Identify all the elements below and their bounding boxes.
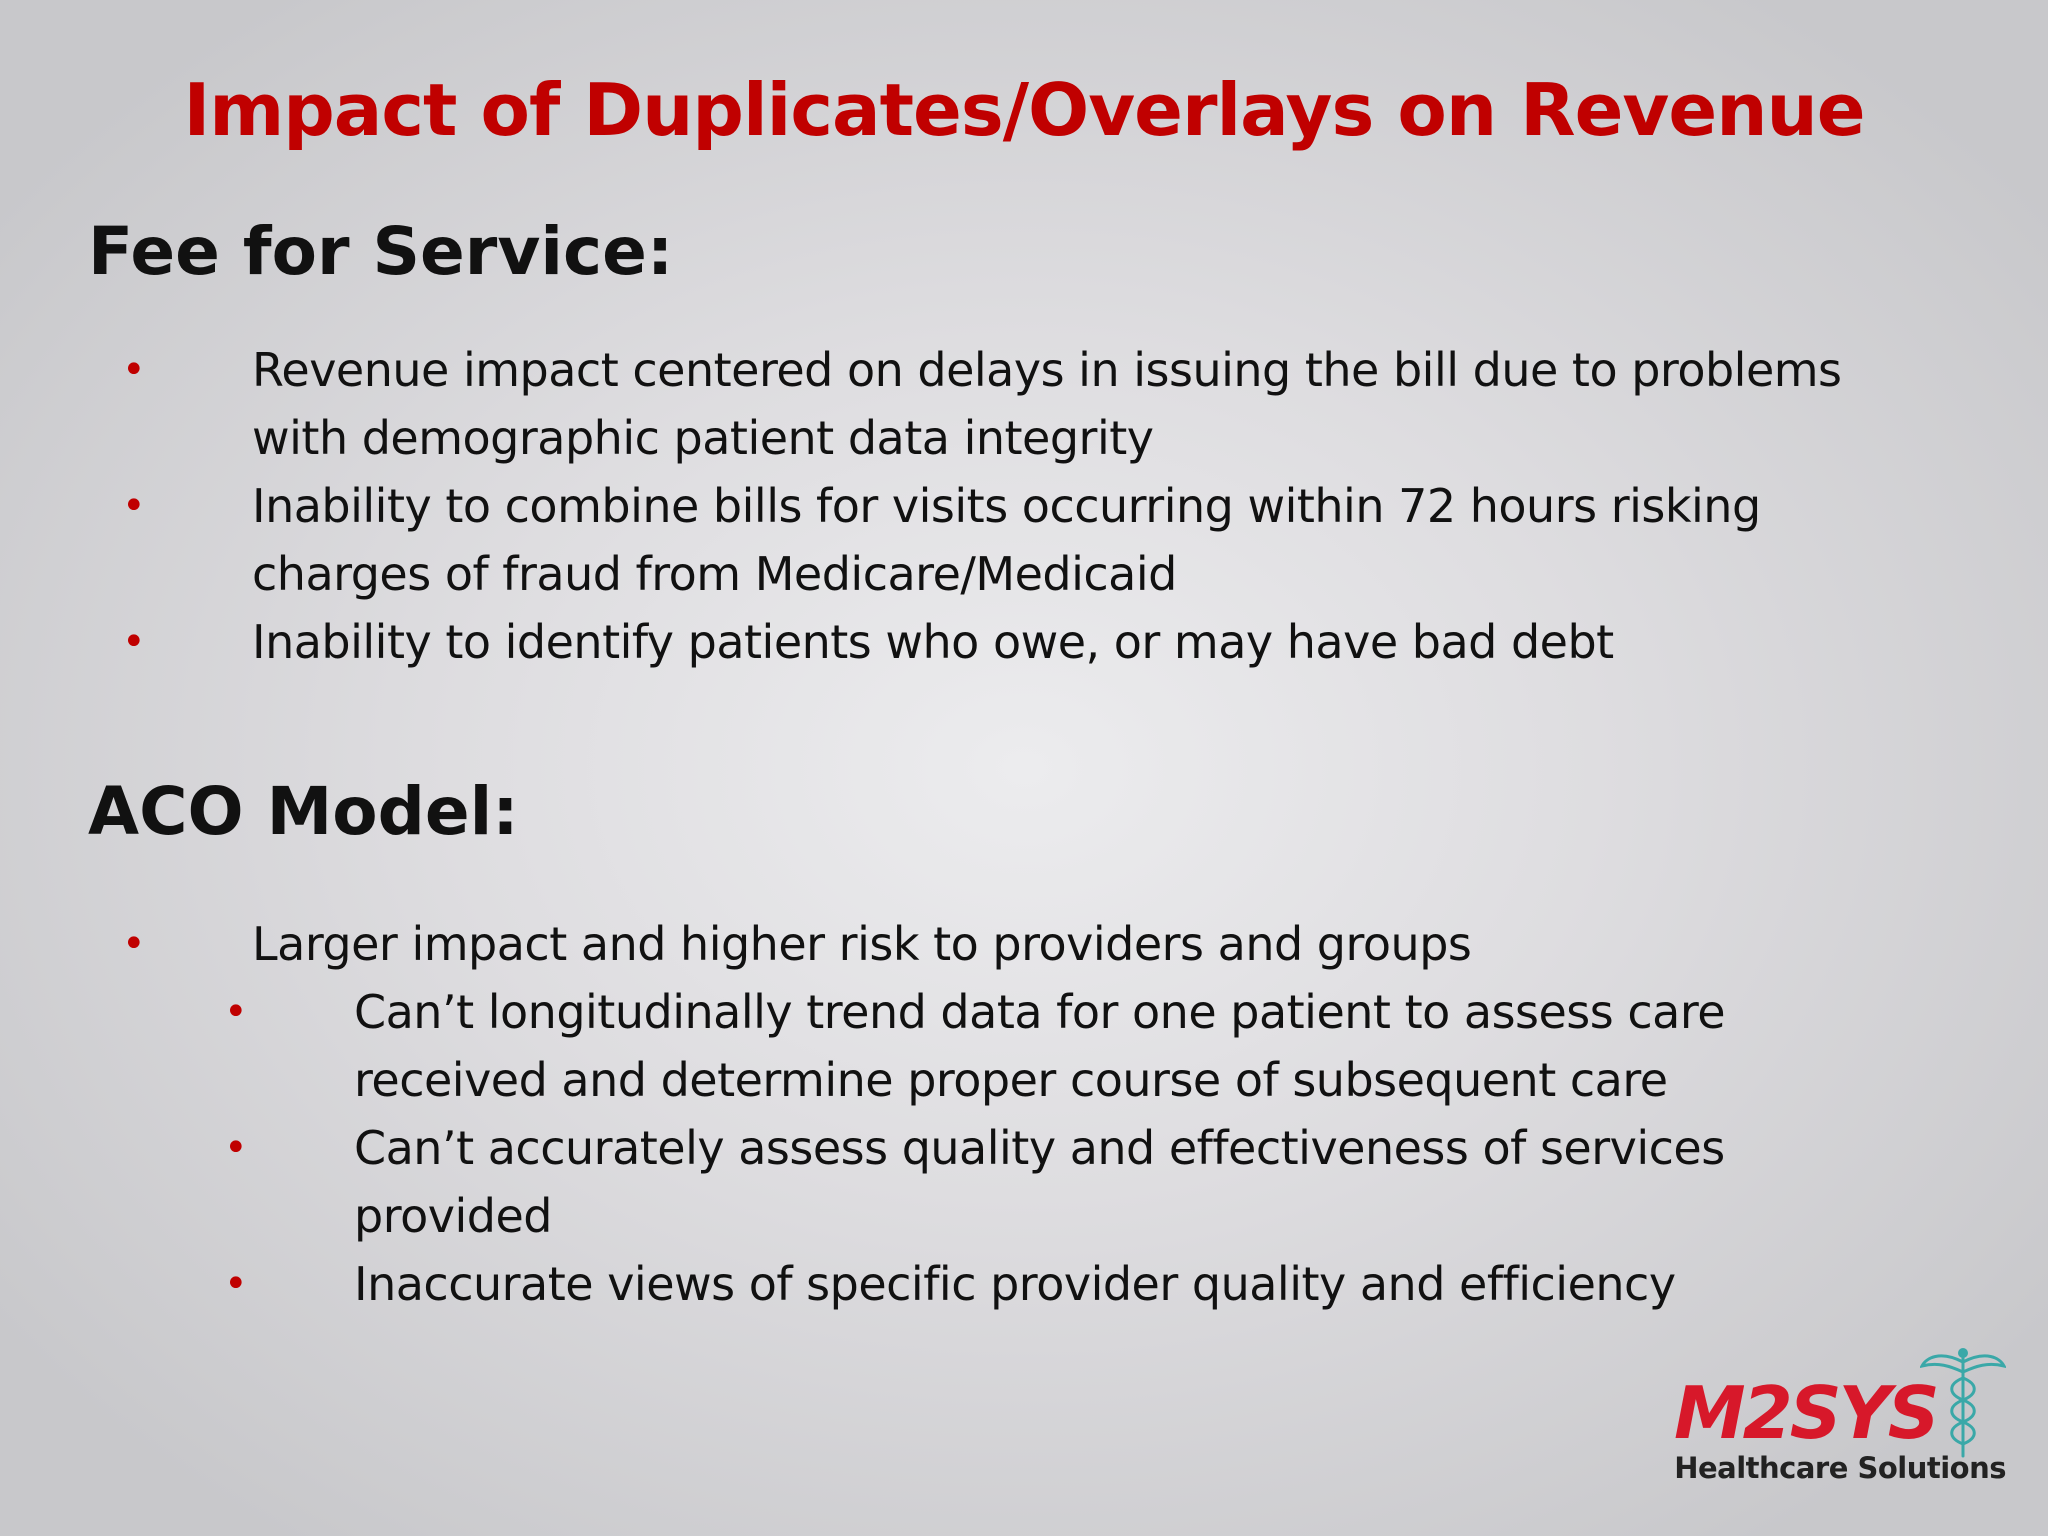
bullet-dot-icon: •	[122, 619, 146, 665]
sub-bullet-item	[0, 1250, 1794, 1318]
fee-for-service-bullet-list	[0, 336, 2048, 676]
bullet-text: Inability to combine bills for visits occurring within 72 hours risking charges of fraud from Medicare/Medicaid	[252, 479, 1761, 601]
bullet-item	[0, 608, 1892, 676]
sub-bullet-item	[0, 978, 1794, 1114]
bullet-dot-icon: •	[122, 921, 146, 967]
bullet-text: Can’t accurately assess quality and effectiveness of services provided	[354, 1121, 1725, 1243]
m2sys-logo	[1666, 1372, 2006, 1492]
bullet-dot-icon: •	[122, 483, 146, 529]
aco-model-bullet-list	[0, 910, 2048, 1318]
bullet-text: Revenue impact centered on delays in issuing the bill due to problems with demographic patient data integrity	[252, 343, 1842, 465]
bullet-dot-icon: •	[224, 1261, 248, 1307]
logo-subtitle: Healthcare Solutions	[1674, 1451, 2006, 1485]
bullet-text: Inability to identify patients who owe, or may have bad debt	[252, 615, 1614, 669]
caduceus-icon	[1920, 1344, 2006, 1460]
bullet-dot-icon: •	[224, 1125, 248, 1171]
section-heading-fee-for-service: Fee for Service:	[88, 213, 674, 290]
bullet-text: Inaccurate views of specific provider quality and efficiency	[354, 1257, 1676, 1311]
bullet-item	[0, 910, 1892, 978]
bullet-dot-icon: •	[122, 347, 146, 393]
bullet-text: Larger impact and higher risk to providers and groups	[252, 917, 1472, 971]
m2sys-wordmark	[1674, 1372, 1954, 1448]
logo-wordmark-text: M2SYS	[1674, 1372, 1937, 1448]
bullet-dot-icon: •	[224, 989, 248, 1035]
section-heading-aco-model: ACO Model:	[88, 773, 519, 850]
slide-title: Impact of Duplicates/Overlays on Revenue	[183, 68, 1865, 152]
sub-bullet-item	[0, 1114, 1794, 1250]
bullet-text: Can’t longitudinally trend data for one patient to assess care received and determine proper course of subsequent care	[354, 985, 1726, 1107]
bullet-item	[0, 472, 1892, 608]
bullet-item	[0, 336, 1892, 472]
